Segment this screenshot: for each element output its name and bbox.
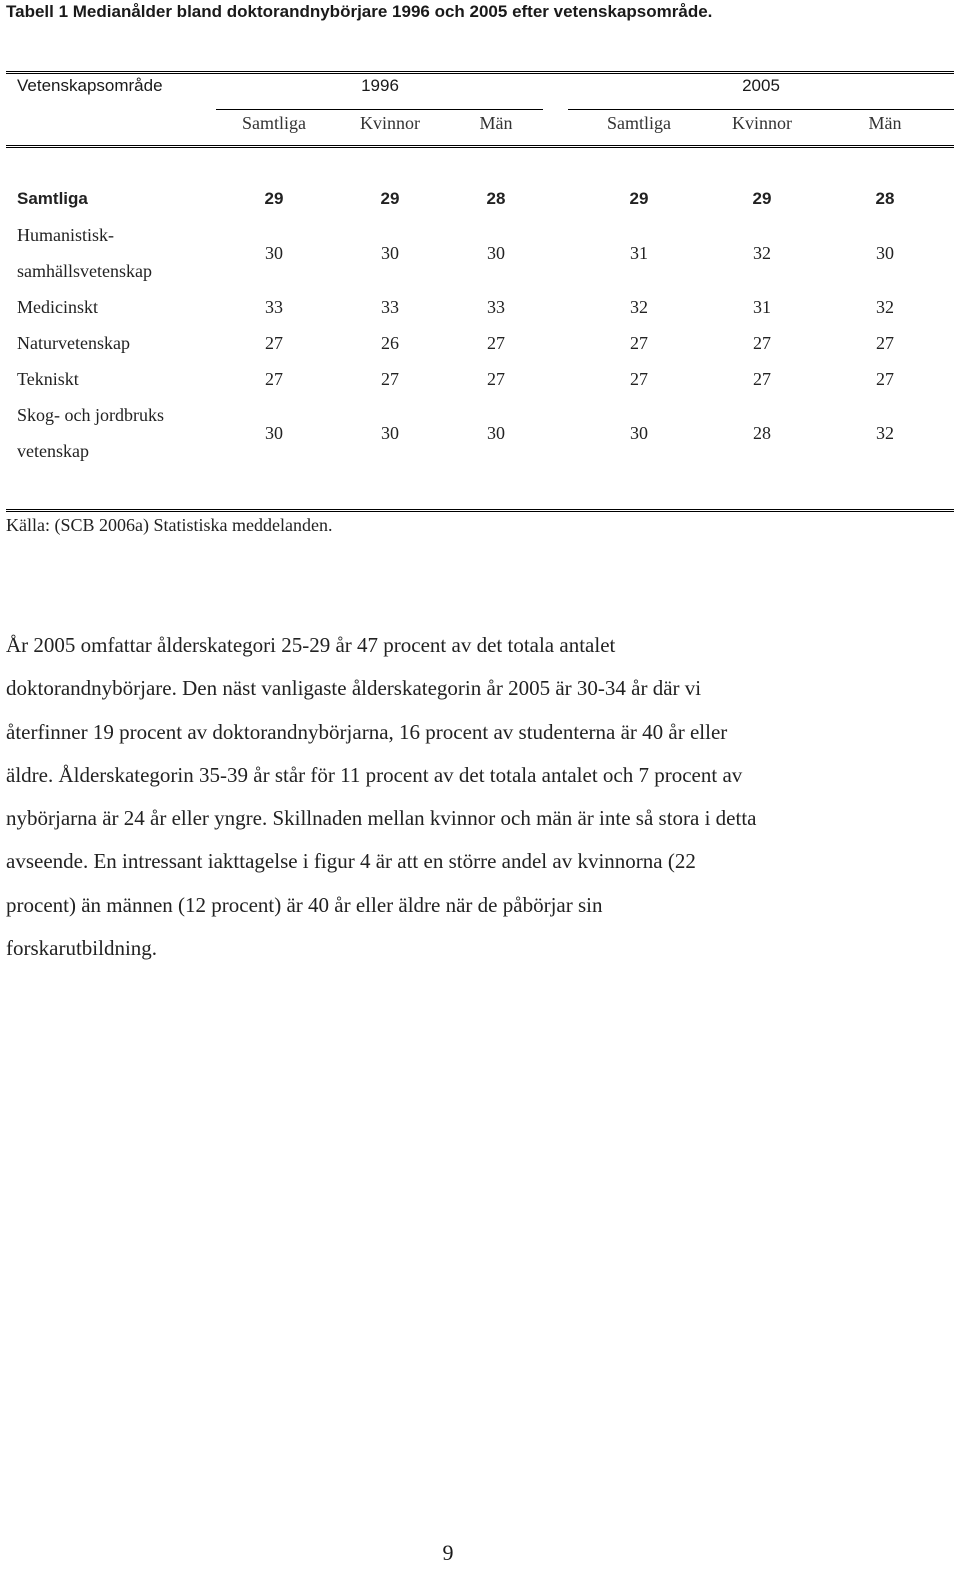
page-number: 9 — [442, 1540, 454, 1565]
table-cell: 29 — [629, 189, 649, 208]
table-cell: 32 — [876, 297, 894, 317]
paragraph-line: äldre. Ålderskategorin 35-39 år står för 11 procent av det totala antalet och 7 procent av — [6, 762, 743, 787]
row-label: Naturvetenskap — [17, 333, 130, 353]
year-1996-underline — [216, 109, 543, 110]
table-cell: 27 — [381, 369, 399, 389]
row-label: Tekniskt — [17, 369, 79, 389]
table-cell: 29 — [380, 189, 400, 208]
body-paragraph — [6, 624, 906, 970]
table-source-note: Källa: (SCB 2006a) Statistiska meddelanden. — [6, 515, 333, 535]
paragraph-line: återfinner 19 procent av doktorandnybörjarna, 16 procent av studenterna är 40 år eller — [6, 719, 728, 744]
row-label: Samtliga — [17, 189, 88, 208]
subheader-man-2005: Män — [868, 113, 902, 133]
year-2005-underline — [568, 109, 954, 110]
table-cell: 30 — [381, 243, 399, 263]
table-cell: 30 — [265, 243, 283, 263]
paragraph-line: forskarutbildning. — [6, 936, 158, 961]
table-cell: 27 — [265, 333, 283, 353]
table-cell: 33 — [265, 297, 283, 317]
table-cell: 30 — [487, 243, 505, 263]
row-label-continued: vetenskap — [17, 441, 89, 461]
table-cell: 30 — [381, 423, 399, 443]
table-caption: Tabell 1 Medianålder bland doktorandnybörjare 1996 och 2005 efter vetenskapsområde. — [6, 2, 713, 21]
table-cell: 30 — [265, 423, 283, 443]
table-cell: 27 — [630, 369, 648, 389]
row-label: Skog- och jordbruks — [17, 405, 164, 425]
table-cell: 27 — [753, 369, 771, 389]
table-cell: 27 — [753, 333, 771, 353]
table-cell: 31 — [630, 243, 648, 263]
table-cell: 32 — [630, 297, 648, 317]
subheader-kvinnor-1996: Kvinnor — [360, 113, 420, 133]
table-cell: 30 — [487, 423, 505, 443]
table-cell: 30 — [876, 243, 894, 263]
header-year-1996: 1996 — [361, 76, 399, 95]
table-cell: 29 — [752, 189, 772, 208]
table-cell: 30 — [630, 423, 648, 443]
table-cell: 27 — [487, 333, 505, 353]
table-cell: 27 — [487, 369, 505, 389]
table-cell: 33 — [381, 297, 399, 317]
header-vetenskapsomrade: Vetenskapsområde — [17, 76, 163, 95]
paragraph-line: doktorandnybörjare. Den näst vanligaste ålderskategorin år 2005 är 30-34 år där vi — [6, 676, 702, 701]
table-cell: 33 — [487, 297, 505, 317]
paragraph-line: nybörjarna är 24 år eller yngre. Skillnaden mellan kvinnor och män är inte så stora i detta — [6, 806, 757, 831]
subheader-samtliga-1996: Samtliga — [242, 113, 306, 133]
table-cell: 27 — [630, 333, 648, 353]
paragraph-line: avseende. En intressant iakttagelse i figur 4 är att en större andel av kvinnorna (22 — [6, 849, 696, 874]
table-cell: 29 — [264, 189, 284, 208]
table-cell: 32 — [753, 243, 771, 263]
row-label-continued: samhällsvetenskap — [17, 261, 152, 281]
table-header-rule — [6, 145, 954, 151]
table-cell: 27 — [876, 333, 894, 353]
table-cell: 27 — [265, 369, 283, 389]
paragraph-line: År 2005 omfattar ålderskategori 25-29 år 47 procent av det totala antalet — [6, 633, 616, 657]
subheader-kvinnor-2005: Kvinnor — [732, 113, 792, 133]
table-cell: 28 — [486, 189, 506, 208]
row-label: Medicinskt — [17, 297, 98, 317]
table-cell: 28 — [753, 423, 771, 443]
table-cell: 28 — [875, 189, 895, 208]
table-cell: 31 — [753, 297, 771, 317]
subheader-samtliga-2005: Samtliga — [607, 113, 671, 133]
subheader-man-1996: Män — [479, 113, 513, 133]
table-cell: 26 — [381, 333, 399, 353]
paragraph-line: procent) än männen (12 procent) är 40 år eller äldre när de påbörjar sin — [6, 892, 603, 917]
table-cell: 32 — [876, 423, 894, 443]
table-cell: 27 — [876, 369, 894, 389]
header-year-2005: 2005 — [742, 76, 780, 95]
row-label: Humanistisk- — [17, 225, 114, 245]
